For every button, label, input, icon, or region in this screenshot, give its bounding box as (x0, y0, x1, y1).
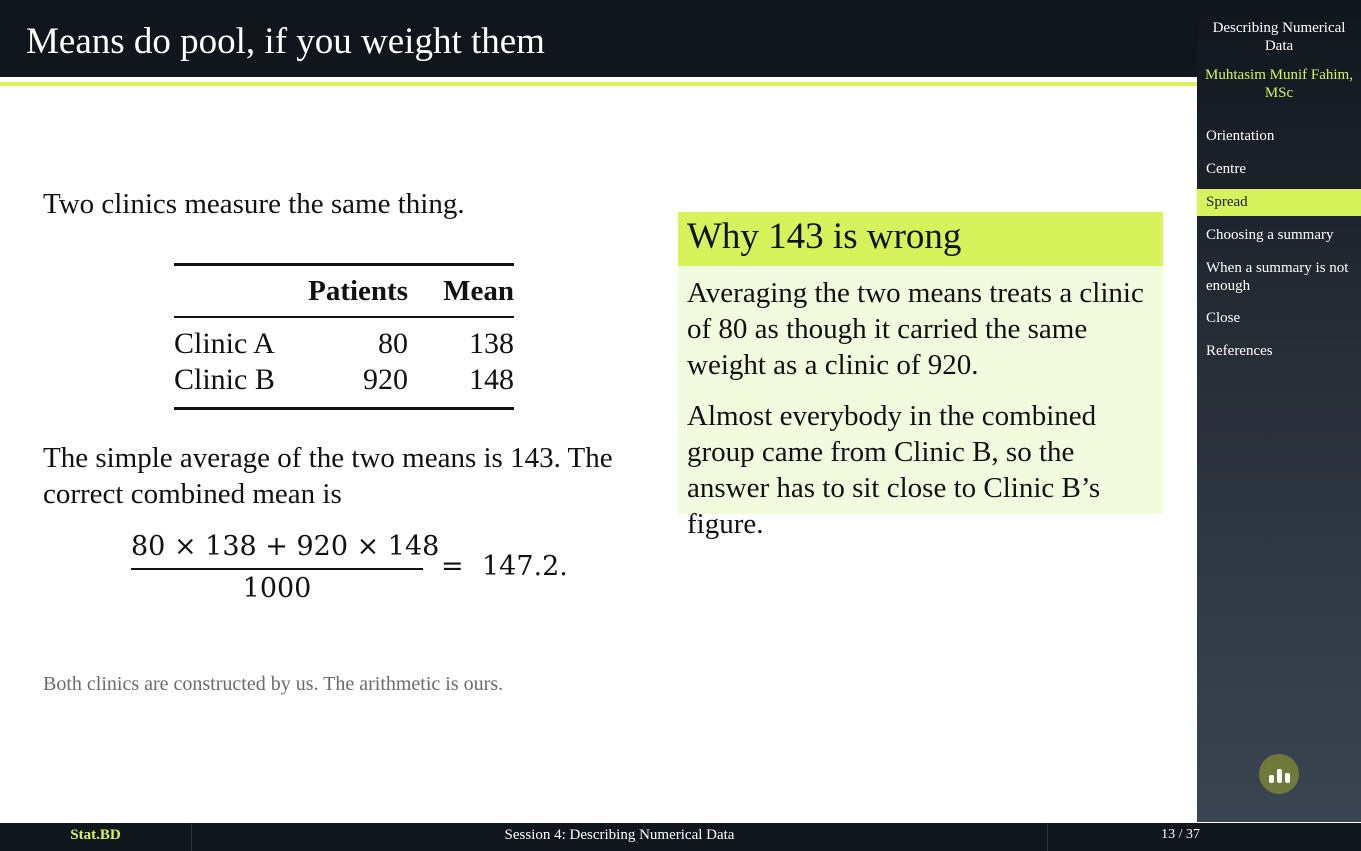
sidebar-item-orientation[interactable]: Orientation (1206, 128, 1275, 144)
clinic-table (174, 263, 514, 410)
formula-numerator: 80 × 138 + 920 × 148 (131, 531, 440, 562)
logo-bar (1269, 775, 1274, 783)
callout-paragraph: Averaging the two means treats a clinic of 80 as though it carried the same weight as a clinic of 920. (687, 277, 1144, 381)
table-cell-mean: 148 (469, 363, 514, 396)
table-cell-patients: 920 (363, 363, 408, 396)
table-cell-clinic: Clinic A (174, 327, 275, 360)
callout-title: Why 143 is wrong (687, 216, 962, 257)
sidebar (1197, 0, 1361, 822)
table-row (174, 362, 514, 398)
formula-result: 147.2. (482, 551, 568, 582)
table-cell-patients: 80 (378, 327, 408, 360)
footer-brand: Stat.BD (70, 827, 121, 843)
sidebar-item-when-a-summary-is-not-enough[interactable]: When a summary is not enough (1206, 260, 1349, 294)
bar-chart-logo-icon (1259, 754, 1299, 794)
title-bar (0, 0, 1197, 77)
logo-bar (1277, 769, 1282, 783)
table-header-mean: Mean (443, 274, 514, 307)
callout-header (678, 212, 1163, 266)
intro-text: Two clinics measure the same thing. (43, 188, 465, 220)
sidebar-item-choosing-a-summary[interactable]: Choosing a summary (1206, 227, 1334, 243)
footer-session-title: Session 4: Describing Numerical Data (191, 823, 1048, 851)
footer-page-number: 13 / 37 (1161, 827, 1200, 842)
table-header-row (174, 266, 514, 316)
formula-fraction (131, 528, 440, 608)
title-accent-rule (0, 82, 1197, 86)
footer (0, 823, 1361, 851)
table-cell-clinic: Clinic B (174, 363, 275, 396)
sidebar-item-spread[interactable]: Spread (1197, 189, 1361, 216)
callout-box (678, 212, 1163, 540)
logo-bar (1285, 773, 1290, 783)
callout-body (678, 266, 1163, 542)
table-cell-mean: 138 (469, 327, 514, 360)
formula-denominator: 1000 (242, 573, 312, 604)
sidebar-item-references[interactable]: References (1206, 343, 1273, 359)
footnote: Both clinics are constructed by us. The arithmetic is ours. (43, 673, 504, 695)
sidebar-item-centre[interactable]: Centre (1206, 161, 1246, 177)
formula-equals: = (441, 551, 464, 582)
callout-paragraph: Almost everybody in the combined group came from Clinic B, so the answer has to sit close to Clinic B’s figure. (687, 400, 1101, 540)
sidebar-author: Muhtasim Munif Fahim, MSc (1205, 67, 1353, 101)
sidebar-deck-title: Describing Numerical Data (1212, 20, 1346, 54)
slide-title: Means do pool, if you weight them (26, 21, 545, 62)
table-header-patients: Patients (308, 274, 408, 307)
table-body (174, 318, 514, 407)
table-bottom-rule (174, 407, 514, 410)
sidebar-item-close[interactable]: Close (1206, 310, 1241, 326)
explanation-paragraph: The simple average of the two means is 143. The correct combined mean is (43, 442, 613, 510)
table-row (174, 326, 514, 362)
